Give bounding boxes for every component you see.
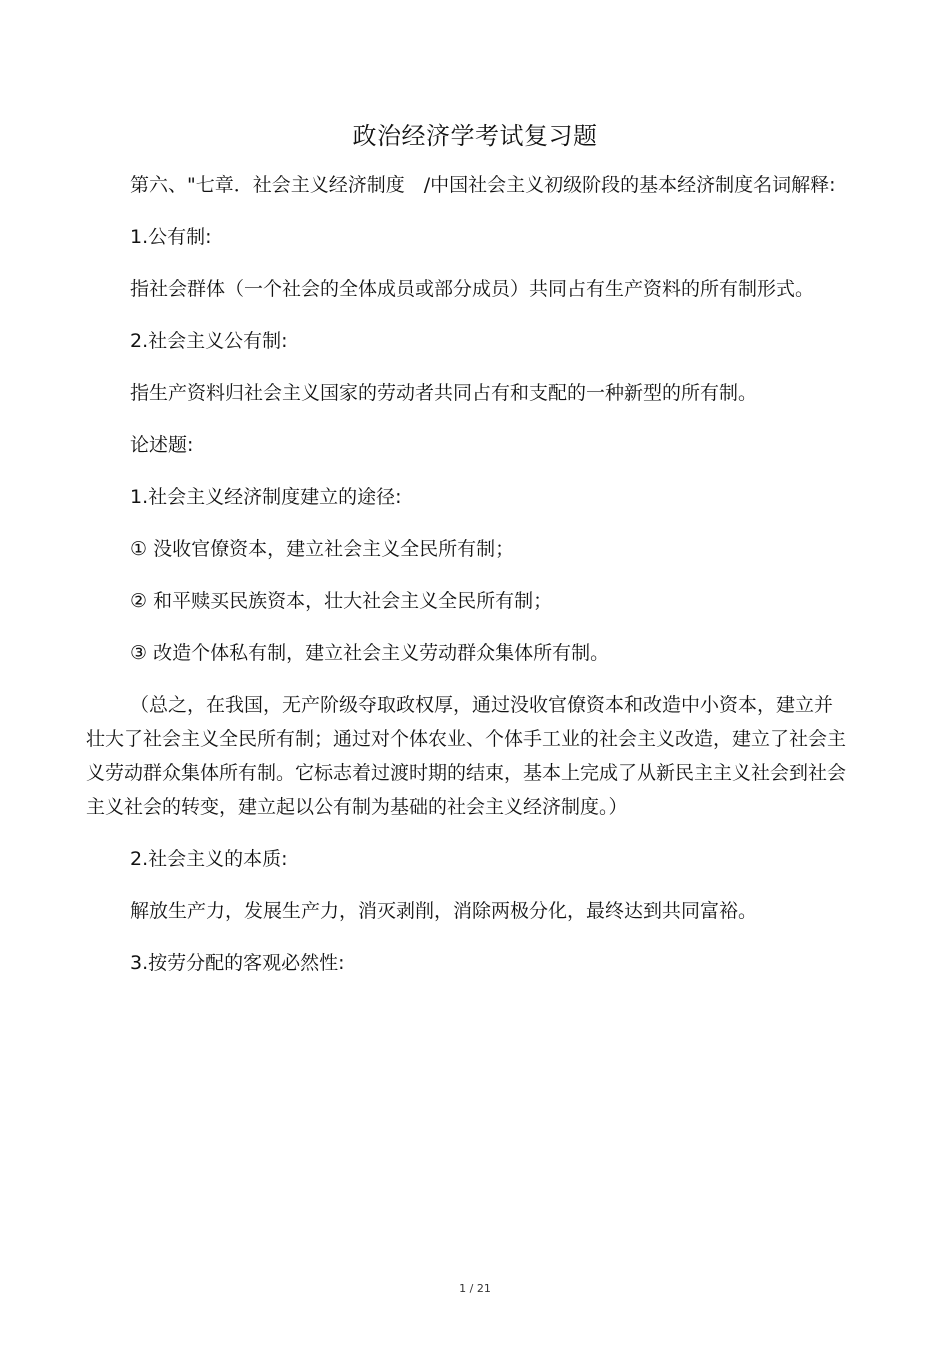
document-title: 政治经济学考试复习题: [352, 122, 598, 150]
essay-point-3: ③ 改造个体私有制，建立社会主义劳动群众集体所有制。: [130, 642, 610, 664]
essay-point-2: ② 和平赎买民族资本，壮大社会主义全民所有制；: [130, 590, 553, 612]
essay-summary: （总之，在我国，无产阶级夺取政权厚，通过没收官僚资本和改造中小资本，建立并壮大了社会主义全民所有制；通过对个体农业、个体手工业的社会主义改造，建立了社会主义劳动群众集体所有制。它标志着过渡时期的结束，基本上完成了从新民主主义社会到社会主义社会的转变，建立起以公有制为基础的社会主义经济制度。）: [86, 694, 847, 818]
term-definition-1: 指社会群体（一个社会的全体成员或部分成员）共同占有生产资料的所有制形式。: [130, 278, 815, 300]
term-heading-2: 2.社会主义公有制:: [130, 330, 288, 352]
chapter-heading: 第六、"七章．社会主义经济制度 /中国社会主义初级阶段的基本经济制度名词解释:: [130, 174, 836, 196]
term-heading-1: 1.公有制:: [130, 226, 212, 248]
essay-question-2: 2.社会主义的本质:: [130, 848, 288, 870]
essay-question-1: 1.社会主义经济制度建立的途径:: [130, 486, 402, 508]
term-definition-2: 指生产资料归社会主义国家的劳动者共同占有和支配的一种新型的所有制。: [130, 382, 758, 404]
document-body: [86, 168, 846, 980]
page-indicator: 1 / 21: [459, 1282, 491, 1295]
essay-question-3: 3.按劳分配的客观必然性:: [130, 952, 345, 974]
essay-section-heading: 论述题:: [130, 434, 194, 456]
essay-answer-2: 解放生产力，发展生产力，消灭剥削，消除两极分化，最终达到共同富裕。: [130, 900, 758, 922]
essay-point-1: ① 没收官僚资本，建立社会主义全民所有制；: [130, 538, 515, 560]
